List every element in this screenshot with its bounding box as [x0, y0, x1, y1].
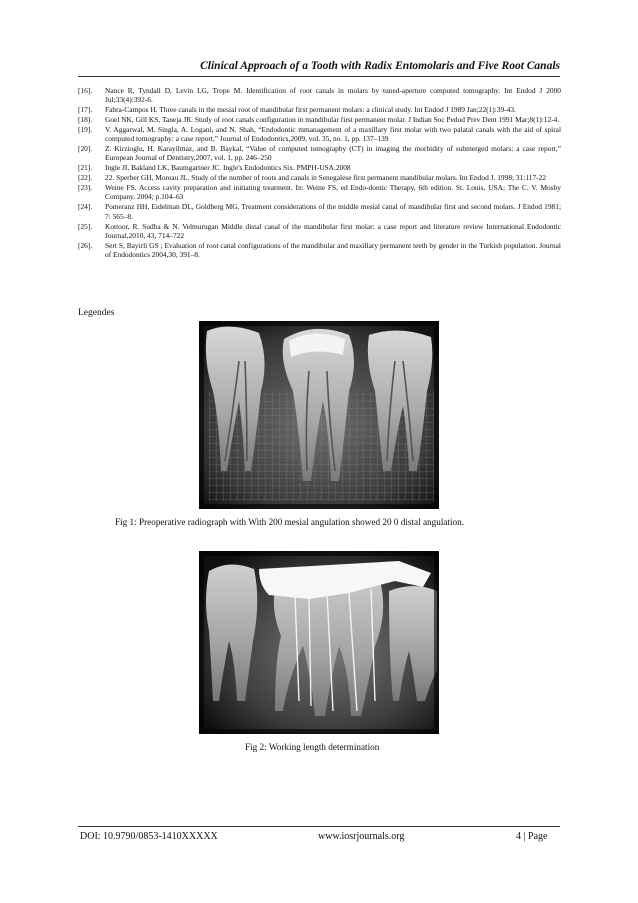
reference-number: [26].	[78, 240, 93, 250]
footer-page-number: 4 | Page	[516, 831, 548, 842]
preoperative-radiograph-image	[199, 321, 439, 509]
reference-item	[78, 222, 561, 241]
reference-item	[78, 241, 561, 260]
figure-2-caption: Fig 2: Working length determination	[245, 742, 380, 752]
reference-item	[78, 173, 561, 182]
footer-rule	[78, 826, 560, 827]
reference-number: [16].	[78, 86, 93, 95]
reference-item	[78, 144, 561, 163]
reference-number: [24].	[78, 202, 93, 212]
figure-2-radiograph	[199, 551, 439, 734]
reference-item	[78, 105, 561, 114]
reference-text: Weine FS. Access cavity preparation and initiating treatment. In: Weine FS, ed Endo-dontic Therapy, 6th edition. St. Louis, USA; The C. V. Mosby Company. 2004; p.104–63	[105, 183, 561, 202]
reference-text: Z. Kirzioglu, H. Karayilmaz, and B. Baykal, “Value of computed tomography (CT) in imaging the morbidity of submerged molars: a case report,” European Journal of Dentistry,2007, vol. 1, pp. 246–250	[105, 144, 561, 163]
reference-number: [25].	[78, 221, 93, 231]
reference-number: [17].	[78, 105, 93, 115]
reference-text: Nance R, Tyndall D, Levin LG, Trope M. Identification of root canals in molars by tuned-aperture computed tomography. Int Endod J 2000 Jul;33(4):392-6.	[105, 86, 561, 105]
reference-text: Goel NK, Gill KS, Taneja JR. Study of root canals configuration in mandibular first permanent molar. J Indian Soc Pedod Prev Dent 1991 Mar;8(1):12-4.	[105, 115, 560, 125]
reference-number: [19].	[78, 124, 93, 134]
reference-text: Sert S, Bayirli GS ; Evaluation of root canal configurations of the mandibular and maxillary permanent teeth by gender in the Turkish population. Journal of Endodontics 2004,30, 391–8.	[105, 240, 561, 259]
running-title: Clinical Approach of a Tooth with Radix Entomolaris and Five Root Canals	[200, 60, 560, 72]
reference-number: [21].	[78, 163, 93, 173]
footer-doi: DOI: 10.9790/0853-1410XXXXX	[80, 831, 218, 842]
legend-heading: Legendes	[78, 308, 115, 318]
reference-text: Ingle JI, Bakland LK, Baumgartner JC. Ingle's Endodontics Six. PMPH-USA.2008	[105, 163, 351, 173]
reference-number: [22].	[78, 173, 93, 183]
reference-text: 22. Sperber GH, Moreau JL. Study of the number of roots and canals in Senegalese first permanent mandibular molars. Int Endod J. 1998; 31:117-22	[105, 173, 547, 183]
figure-1-radiograph	[199, 321, 439, 509]
reference-number: [23].	[78, 183, 93, 193]
working-length-radiograph-image	[199, 551, 439, 734]
reference-item	[78, 86, 561, 105]
figure-1-caption: Fig 1: Preoperative radiograph with With 200 mesial angulation showed 20 0 distal angulation.	[115, 517, 465, 527]
reference-text: Fabra-Campos H. Three canals in the mesial root of mandibular first permanent molars: a clinical study. Int Endod J 1989 Jan;22(1):39-43.	[105, 105, 516, 115]
reference-text: Kottoor, R. Sudha & N. Velmurugan Middle distal canal of the mandibular first molar: a case report and literature review International Endodontic Journal,2010, 43, 714–722	[105, 221, 561, 240]
reference-text: V. Aggarwal, M. Singla, A. Logani, and N. Shah, “Endodontic mmanagement of a maxillary first molar with two palatal canals with the aid of spiral computed tomography: a case report,” Journal of Endodontics,2009, vol. 35, no. 1, pp. 137–139	[105, 124, 561, 144]
reference-item	[78, 115, 561, 124]
header-rule	[78, 76, 560, 77]
reference-item	[78, 183, 561, 202]
footer-website: www.iosrjournals.org	[318, 831, 405, 842]
reference-text: Pomeranz HH, Eidelman DL, Goldberg MG. Treatment considerations of the middle mesial canal of mandibular first and second molars. J Endod 1981; 7: 565–8.	[105, 202, 561, 221]
reference-list	[78, 86, 561, 260]
reference-number: [18].	[78, 115, 93, 125]
reference-number: [20].	[78, 144, 93, 154]
reference-item	[78, 202, 561, 221]
reference-item	[78, 163, 561, 172]
reference-item	[78, 125, 561, 144]
